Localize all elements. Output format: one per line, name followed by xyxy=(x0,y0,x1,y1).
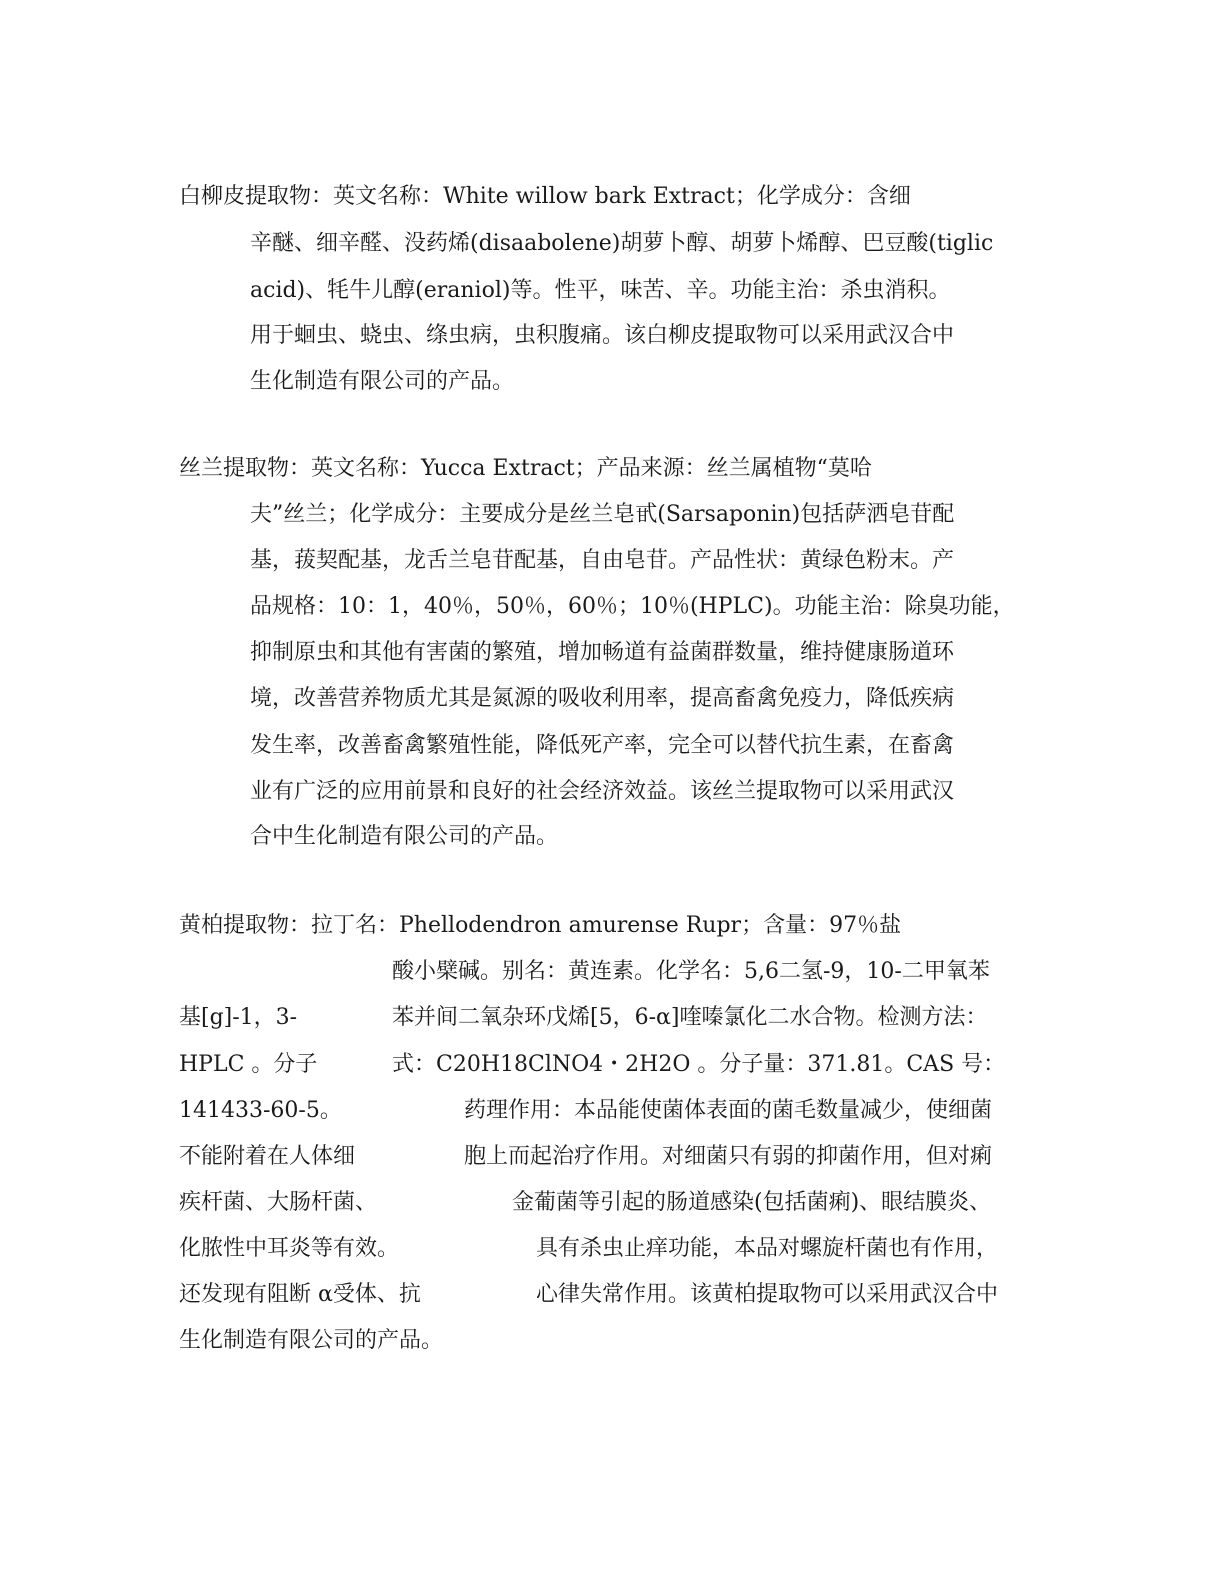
paragraph-line: 夫”丝兰；化学成分：主要成分是丝兰皂甙(Sarsaponin)包括萨洒皂苷配 xyxy=(250,502,955,527)
paragraph-line: 品规格：10：1，40％，50％，60％；10％(HPLC)。功能主治：除臭功能， xyxy=(250,594,1015,619)
paragraph-line: 黄柏提取物：拉丁名：Phellodendron amurense Rupr；含量：97％盐 xyxy=(179,913,902,938)
paragraph-line: 发生率，改善畜禽繁殖性能，降低死产率，完全可以替代抗生素，在畜禽 xyxy=(250,733,955,758)
right-column-line: 药理作用：本品能使菌体表面的菌毛数量减少，使细菌 xyxy=(464,1098,993,1123)
left-column-line: 141433-60-5。 xyxy=(179,1098,342,1123)
paragraph-line: 丝兰提取物：英文名称：Yucca Extract；产品来源：丝兰属植物“莫哈 xyxy=(179,456,872,481)
right-column-line: 心律失常作用。该黄柏提取物可以采用武汉合中 xyxy=(536,1282,999,1307)
left-column-line: 化脓性中耳炎等有效。 xyxy=(179,1236,400,1261)
paragraph-line: 用于蛔虫、蛲虫、绦虫病，虫积腹痛。该白柳皮提取物可以采用武汉合中 xyxy=(250,323,955,348)
left-column-line: 不能附着在人体细 xyxy=(179,1144,356,1169)
right-column-line: 具有杀虫止痒功能，本品对螺旋杆菌也有作用， xyxy=(536,1236,999,1261)
paragraph-line: 基，菝契配基，龙舌兰皂苷配基，自由皂苷。产品性状：黄绿色粉末。产 xyxy=(250,548,955,573)
paragraph-line: 业有广泛的应用前景和良好的社会经济效益。该丝兰提取物可以采用武汉 xyxy=(250,779,955,804)
paragraph-line: 合中生化制造有限公司的产品。 xyxy=(250,824,559,849)
paragraph-line: 境，改善营养物质尤其是氮源的吸收利用率，提高畜禽免疫力，降低疾病 xyxy=(250,686,955,711)
right-column-line: 式：C20H18ClNO4・2H2O 。分子量：371.81。CAS 号： xyxy=(392,1052,1006,1077)
paragraph-line: 辛醚、细辛醛、没药烯(disaabolene)胡萝卜醇、胡萝卜烯醇、巴豆酸(tiglic xyxy=(250,231,994,256)
right-column-line: 酸小檗碱。别名：黄连素。化学名：5,6二氢-9，10-二甲氧苯 xyxy=(392,959,990,984)
paragraph-line: acid)、牦牛儿醇(eraniol)等。性平，味苦、辛。功能主治：杀虫消积。 xyxy=(250,278,951,303)
right-column-line: 胞上而起治疗作用。对细菌只有弱的抑菌作用，但对痢 xyxy=(464,1144,993,1169)
left-column-line: 基[g]-1，3- xyxy=(179,1005,298,1030)
left-column-line: 生化制造有限公司的产品。 xyxy=(179,1328,444,1353)
right-column-line: 苯并间二氧杂环戊烯[5，6-α]喹嗪氯化二水合物。检测方法： xyxy=(392,1005,988,1030)
paragraph-line: 抑制原虫和其他有害菌的繁殖，增加畅道有益菌群数量，维持健康肠道环 xyxy=(250,640,955,665)
paragraph-line: 白柳皮提取物：英文名称：White willow bark Extract；化学成分：含细 xyxy=(179,184,911,209)
right-column-line: 金葡菌等引起的肠道感染(包括菌痢)、眼结膜炎、 xyxy=(512,1190,992,1215)
paragraph-line: 生化制造有限公司的产品。 xyxy=(250,369,515,394)
left-column-line: 疾杆菌、大肠杆菌、 xyxy=(179,1190,378,1215)
left-column-line: HPLC 。分子 xyxy=(179,1052,318,1077)
left-column-line: 还发现有阻断 α受体、抗 xyxy=(179,1282,421,1307)
